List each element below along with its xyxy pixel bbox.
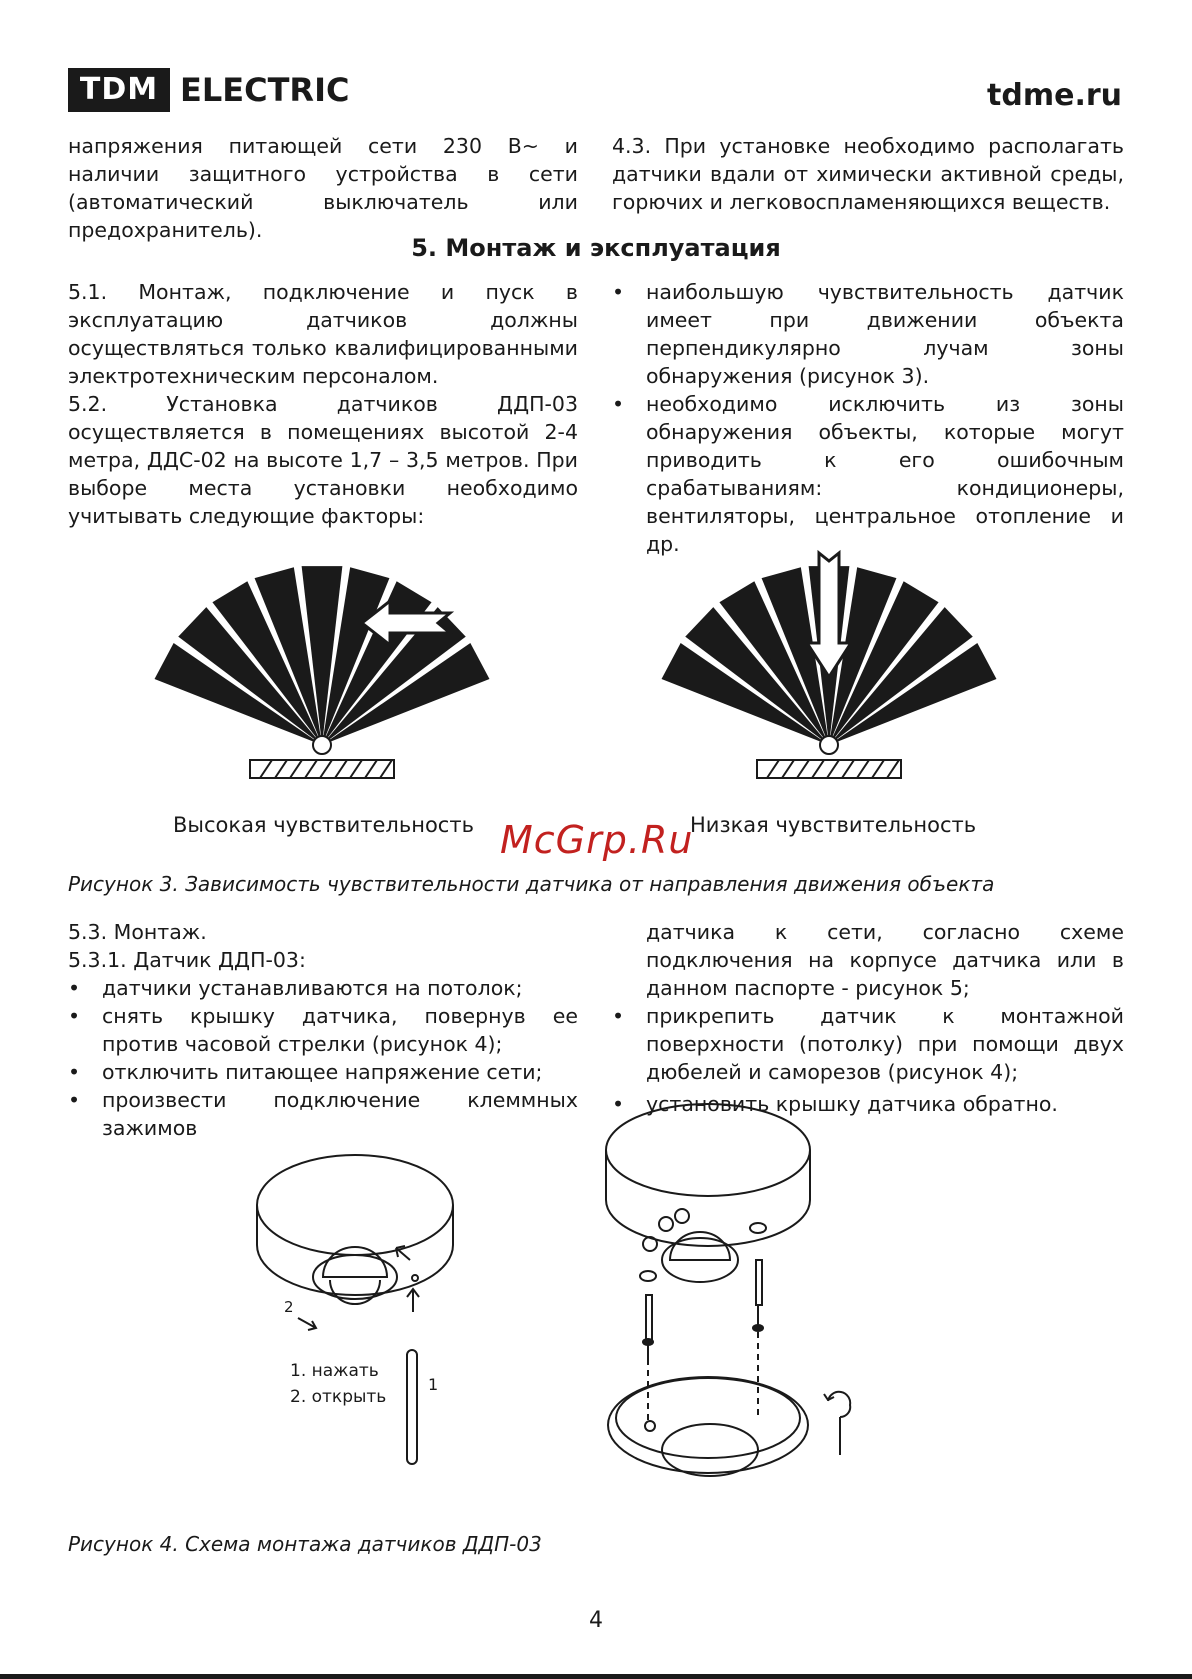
- list-item: • произвести подключение клеммных зажимов: [68, 1086, 578, 1142]
- paragraph-5-2: 5.2. Установка датчиков ДДП-03 осуществляется в помещениях высотой 2-4 метра, ДДС-02 на высоте 1,7 – 3,5 метров. При выборе места установки необходимо учитывать следующие факторы:: [68, 392, 578, 528]
- label-step-1-number: 1: [428, 1375, 439, 1394]
- section-title: 5. Монтаж и эксплуатация: [411, 234, 781, 262]
- hatch-line: [350, 760, 362, 778]
- page-number: 4: [589, 1608, 603, 1633]
- label-open: 2. открыть: [290, 1387, 387, 1407]
- logo-electric: ELECTRIC: [180, 71, 350, 109]
- section5-left-column: [68, 278, 578, 530]
- figure4-caption: Рисунок 4. Схема монтажа датчиков ДДП-03: [68, 1532, 542, 1556]
- list-item: • отключить питающее напряжение сети;: [68, 1058, 578, 1086]
- hatch-line: [305, 760, 317, 778]
- site-url: tdme.ru: [987, 78, 1122, 113]
- list-item: • прикрепить датчик к монтажной поверхности (потолку) при помощи двух дюбелей и саморезов (рисунок 4);: [612, 1002, 1124, 1086]
- mount-continuation: датчика к сети, согласно схеме подключения на корпусе датчика или в данном паспорте - рисунок 5;: [646, 920, 1124, 1000]
- hatch-line: [380, 760, 392, 778]
- list-item: • датчики устанавливаются на потолок;: [68, 974, 578, 1002]
- fan-diagram-low: [0, 0, 1, 1]
- mount-left-bullets: [68, 974, 578, 1142]
- label-low-sensitivity: Низкая чувствительность: [690, 813, 977, 837]
- label-step-2-number: 2: [284, 1298, 294, 1316]
- figure3-caption: Рисунок 3. Зависимость чувствительности датчика от направления движения объекта: [68, 872, 995, 896]
- logo-tdm: TDM: [68, 68, 170, 112]
- label-press: 1. нажать: [290, 1361, 379, 1381]
- hatch-line: [365, 760, 377, 778]
- hatch-line: [842, 760, 854, 778]
- top-left-column: [68, 132, 578, 244]
- hatch-line: [275, 760, 287, 778]
- top-right-paragraph: 4.3. При установке необходимо располагать датчики вдали от химически активной среды, горючих и легковоспламеняющихся веществ.: [612, 134, 1124, 214]
- list-item: • установить крышку датчика обратно.: [612, 1090, 1124, 1118]
- section5-bullets: [612, 278, 1124, 558]
- list-item: • наибольшую чувствительность датчик имеет при движении объекта перпендикулярно лучам зоны обнаружения (рисунок 3).: [612, 278, 1124, 390]
- watermark: McGrp.Ru: [500, 818, 694, 862]
- label-high-sensitivity: Высокая чувствительность: [173, 813, 474, 837]
- hatch-line: [335, 760, 347, 778]
- hatch-line: [260, 760, 272, 778]
- hatch-line: [872, 760, 884, 778]
- sensor-head: [313, 736, 331, 754]
- hatch-line: [827, 760, 839, 778]
- bottom-rule: [0, 1674, 1192, 1679]
- mount-right-column: [612, 918, 1124, 1118]
- sensor-base-illustration: [600, 1100, 870, 1470]
- top-left-paragraph: напряжения питающей сети 230 В~ и наличии защитного устройства в сети (автоматический выключатель или предохранитель).: [68, 134, 578, 242]
- mount-heading: 5.3. Монтаж.: [68, 920, 207, 944]
- list-item: • необходимо исключить из зоны обнаружения объекты, которые могут приводить к его ошибочным срабатываниям: кондиционеры, вентиляторы, центральное отопление и др.: [612, 390, 1124, 558]
- hatch-line: [887, 760, 899, 778]
- hatch-line: [320, 760, 332, 778]
- hatch-line: [290, 760, 302, 778]
- paragraph-5-1: 5.1. Монтаж, подключение и пуск в эксплуатацию датчиков должны осуществляться только квалифицированными электротехническим персоналом.: [68, 280, 578, 388]
- hatch-line: [767, 760, 779, 778]
- sensor-head: [820, 736, 838, 754]
- mount-left-column: [68, 918, 578, 1142]
- list-item: • снять крышку датчика, повернув ее против часовой стрелки (рисунок 4);: [68, 1002, 578, 1058]
- hatch-line: [797, 760, 809, 778]
- mount-subheading: 5.3.1. Датчик ДДП-03:: [68, 948, 306, 972]
- hatch-line: [857, 760, 869, 778]
- section5-right-column: [612, 278, 1124, 558]
- hatch-line: [812, 760, 824, 778]
- sensor-cover-illustration: [250, 1150, 490, 1470]
- hatch-line: [782, 760, 794, 778]
- top-right-column: [612, 132, 1124, 216]
